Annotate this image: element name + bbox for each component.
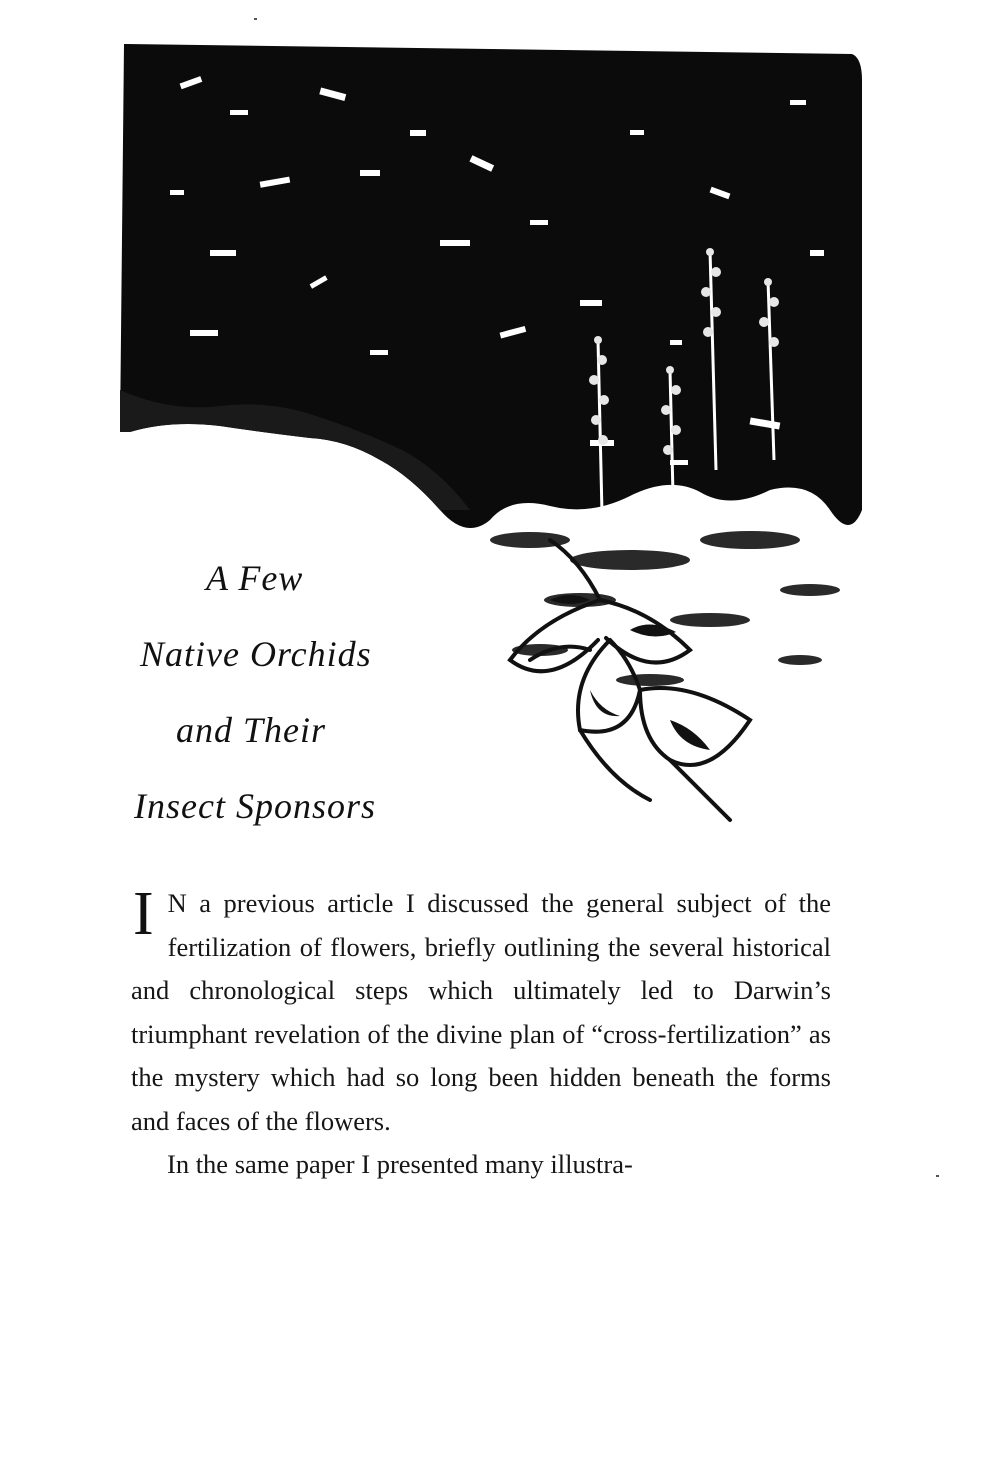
- title-line: and Their: [176, 710, 327, 750]
- paragraph-text: N a previous article I discussed the general subject of the fertilization of flowers, briefly outlining the several historical and chronological steps which ultimately led to Darwin’s triumphant revelation of the divine plan of “cross-fertilization” as the mystery which had so long been hidden beneath the forms and faces of the flowers.: [131, 888, 831, 1136]
- paragraph: In the same paper I presented many illustra-: [167, 1149, 633, 1179]
- article-title: [120, 540, 440, 844]
- paper-speck: [936, 1175, 939, 1177]
- title-line: Insect Sponsors: [134, 786, 376, 826]
- title-line: A Few: [206, 558, 304, 598]
- drop-cap: I: [133, 880, 154, 948]
- title-line: Native Orchids: [140, 634, 372, 674]
- paragraph: [131, 882, 831, 1143]
- article-body: [131, 882, 831, 1187]
- paper-speck: [254, 18, 257, 20]
- forest-background: [120, 44, 862, 528]
